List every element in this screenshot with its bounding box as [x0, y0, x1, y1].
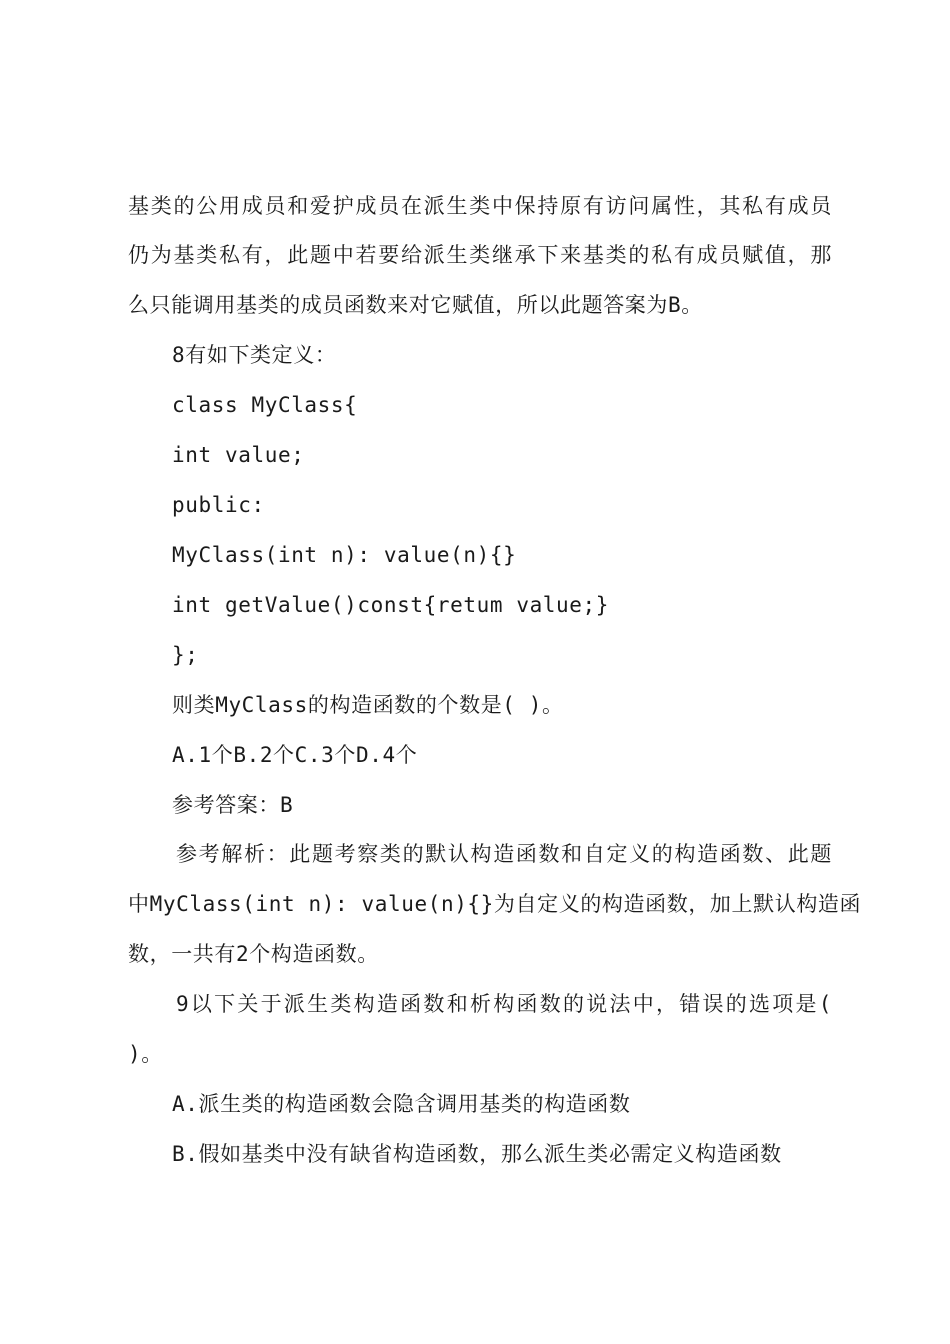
text-line-3: 么只能调用基类的成员函数来对它赋值，所以此题答案为B。 — [128, 293, 703, 317]
question-9-option-a: A.派生类的构造函数会隐含调用基类的构造函数 — [172, 1092, 631, 1116]
code-line-2: int value; — [172, 443, 305, 467]
analysis-line-1: 参考解析：此题考察类的默认构造函数和自定义的构造函数、此题 — [176, 842, 832, 866]
question-9-line-1: 9以下关于派生类构造函数和析构函数的说法中，错误的选项是( — [176, 992, 832, 1016]
text-line-2: 仍为基类私有，此题中若要给派生类继承下来基类的私有成员赋值，那 — [128, 243, 832, 267]
question-9-line-2: )。 — [128, 1042, 163, 1066]
question-8-prompt: 则类MyClass的构造函数的个数是( )。 — [172, 693, 564, 717]
code-line-4: MyClass(int n): value(n){} — [172, 543, 517, 567]
question-9-option-b: B.假如基类中没有缺省构造函数，那么派生类必需定义构造函数 — [172, 1142, 782, 1166]
code-line-6: }; — [172, 643, 199, 667]
code-line-3: public: — [172, 493, 265, 517]
question-8-heading: 8有如下类定义： — [172, 343, 337, 367]
text-line-1: 基类的公用成员和爱护成员在派生类中保持原有访问属性，其私有成员 — [128, 194, 832, 218]
question-8-answer: 参考答案：B — [172, 793, 294, 817]
analysis-line-3: 数，一共有2个构造函数。 — [128, 942, 379, 966]
analysis-line-2: 中MyClass(int n): value(n){}为自定义的构造函数，加上默认构造函 — [128, 892, 862, 916]
code-line-1: class MyClass{ — [172, 393, 358, 417]
code-line-5: int getValue()const{retum value;} — [172, 593, 610, 617]
question-8-options: A.1个B.2个C.3个D.4个 — [172, 743, 418, 767]
